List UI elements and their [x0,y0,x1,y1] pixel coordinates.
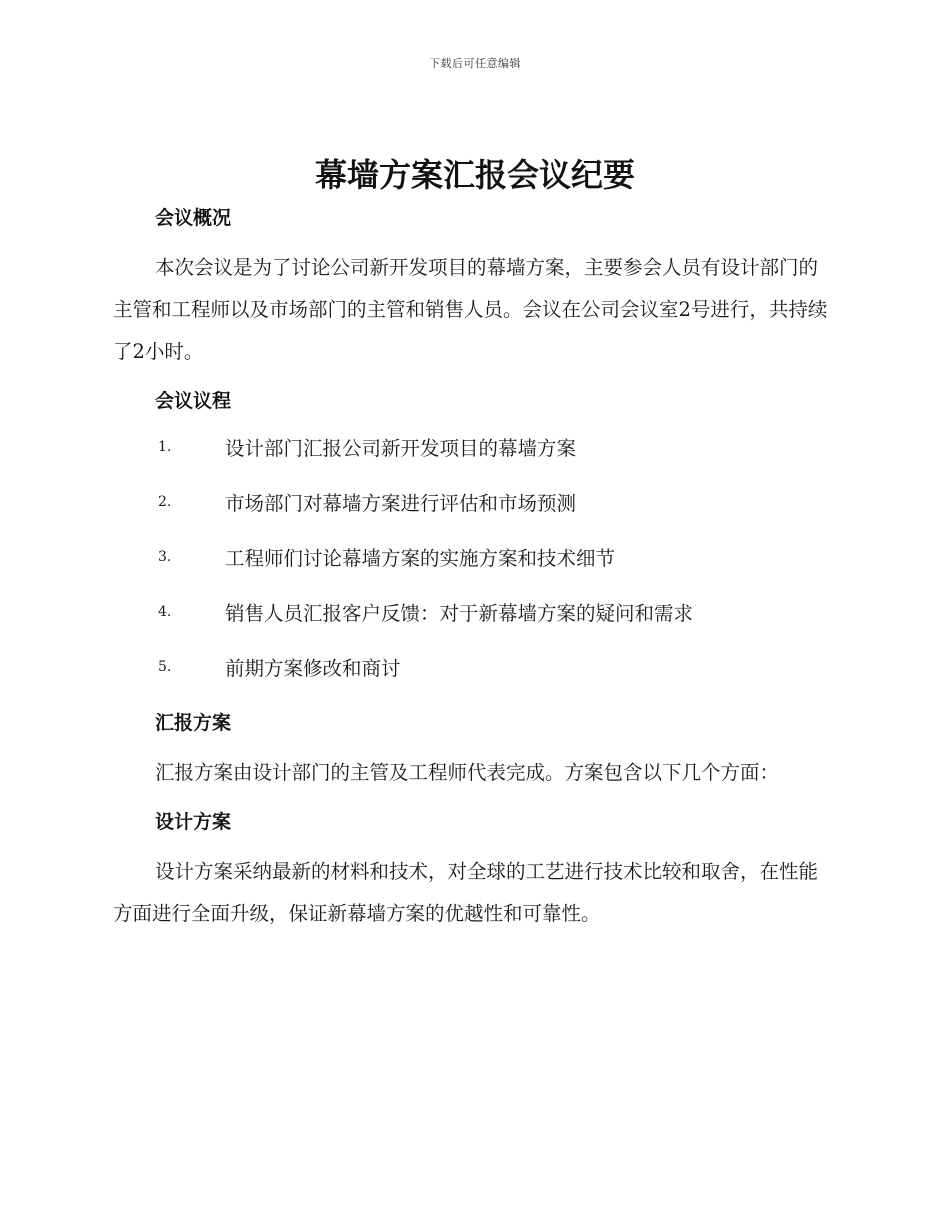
design-heading: 设计方案 [155,811,232,833]
agenda-item-text: 设计部门汇报公司新开发项目的幕墙方案 [225,436,577,460]
overview-paragraph: 本次会议是为了讨论公司新开发项目的幕墙方案，主要参会人员有设计部门的主管和工程师以及市场部门的主管和销售人员。会议在公司会议室2号进行，共持续了2小时。 [113,256,828,363]
agenda-item-text: 市场部门对幕墙方案进行评估和市场预测 [225,491,577,515]
report-heading: 汇报方案 [155,712,232,734]
design-paragraph: 设计方案采纳最新的材料和技术，对全球的工艺进行技术比较和取舍，在性能方面进行全面升级，保证新幕墙方案的优越性和可靠性。 [113,860,819,925]
agenda-item [158,474,833,529]
agenda-heading: 会议议程 [155,390,232,412]
agenda-item-text: 工程师们讨论幕墙方案的实施方案和技术细节 [225,546,616,570]
overview-heading: 会议概况 [155,207,232,229]
agenda-item [158,584,833,639]
agenda-item-number: 1. [158,438,172,455]
agenda-item-number: 5. [158,658,172,675]
report-paragraph: 汇报方案由设计部门的主管及工程师代表完成。方案包含以下几个方面： [155,761,780,784]
document-body [113,202,833,935]
header-note: 下载后可任意编辑 [429,57,521,70]
agenda-item [158,529,833,584]
agenda-item-number: 3. [158,548,172,565]
agenda-item-number: 4. [158,603,172,620]
agenda-item [158,419,833,474]
agenda-item [158,639,833,694]
agenda-item-text: 前期方案修改和商讨 [225,656,401,680]
agenda-list [113,419,833,694]
document-title: 幕墙方案汇报会议纪要 [314,156,635,194]
agenda-item-number: 2. [158,493,172,510]
agenda-item-text: 销售人员汇报客户反馈：对于新幕墙方案的疑问和需求 [225,601,694,625]
